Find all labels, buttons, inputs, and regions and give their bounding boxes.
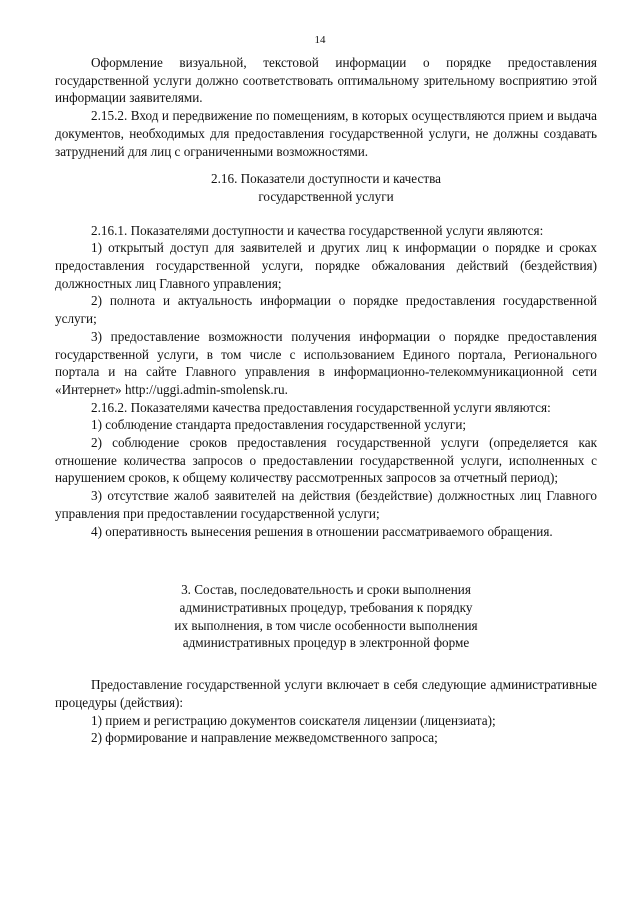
list-item-access-2: 2) полнота и актуальность информации о порядке предоставления государственной услуги; <box>55 293 597 327</box>
paragraph-2-16-2: 2.16.2. Показателями качества предоставления государственной услуги являются: <box>91 399 551 415</box>
document-body <box>55 54 597 747</box>
section-heading-line: государственной услуги <box>258 188 394 204</box>
section-heading-line: административных процедур, требования к порядку <box>179 599 473 615</box>
list-item-access-1: 1) открытый доступ для заявителей и других лиц к информации о порядке и сроках предоставления государственной услуги, порядке обжалования действий (бездействия) должностных лиц Главного управления; <box>55 240 597 291</box>
list-item-quality-2: 2) соблюдение сроков предоставления государственной услуги (определяется как отношение количества запросов о предоставлении государственной услуги, исполненных с нарушением сроков, к общему количеству рассмотренных запросов за отчетный период); <box>55 435 597 486</box>
paragraph-2-15-2: 2.15.2. Вход и передвижение по помещениям, в которых осуществляются прием и выдача документов, необходимых для предоставления государственной услуги, не должны создавать затруднений для лиц с ограниченными возможностями. <box>55 108 597 159</box>
section-heading-line: их выполнения, в том числе особенности выполнения <box>174 617 478 633</box>
list-item-access-3: 3) предоставление возможности получения информации о порядке предоставления государственной услуги, в том числе с использованием Единого портала, Регионального портала и на сайте Главного управления в информационно-телекоммуникационной сети «Интернет» http://uggi.admin-smolensk.ru. <box>55 328 597 397</box>
list-item-quality-1: 1) соблюдение стандарта предоставления государственной услуги; <box>91 417 467 433</box>
list-item-quality-3: 3) отсутствие жалоб заявителей на действия (бездействие) должностных лиц Главного управления при предоставлении государственной услуги; <box>55 488 597 521</box>
section-heading-2-16 <box>55 170 597 205</box>
section-heading-line: 2.16. Показатели доступности и качества <box>210 171 442 187</box>
section-heading-line: административных процедур в электронной форме <box>182 635 470 651</box>
paragraph-2-16-1: 2.16.1. Показателями доступности и качества государственной услуги являются: <box>91 222 544 238</box>
section-heading-3 <box>55 581 597 652</box>
list-item-procedure-1: 1) прием и регистрацию документов соискателя лицензии (лицензиата); <box>91 712 496 728</box>
list-item-procedure-2: 2) формирование и направление межведомственного запроса; <box>91 730 438 746</box>
paragraph-procedures-intro: Предоставление государственной услуги включает в себя следующие административные процедуры (действия): <box>55 677 597 710</box>
page-number: 14 <box>314 34 326 46</box>
section-heading-line: 3. Состав, последовательность и сроки выполнения <box>181 582 471 598</box>
paragraph-visual-info: Оформление визуальной, текстовой информации о порядке предоставления государственной услуги должно соответствовать оптимальному зрительному восприятию этой информации заявителями. <box>55 55 597 106</box>
list-item-quality-4: 4) оперативность вынесения решения в отношении рассматриваемого обращения. <box>91 523 553 539</box>
